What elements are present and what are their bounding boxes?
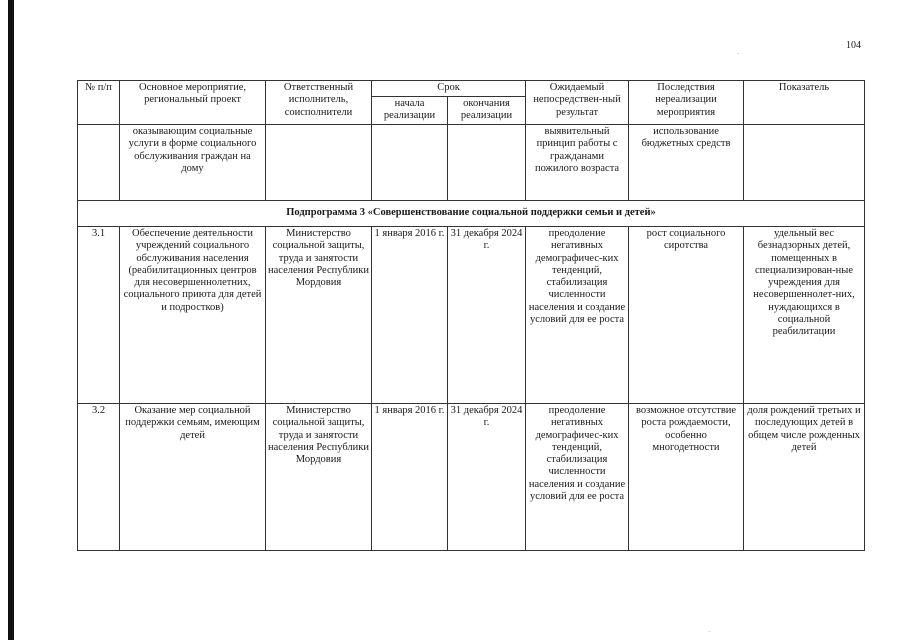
scan-dot: · (737, 50, 740, 58)
header-indicator: Показатель (744, 81, 865, 125)
cell-result: выявительный принцип работы с гражданами пожилого возраста (526, 125, 629, 201)
row-consequences: рост социального сиротства (629, 227, 744, 404)
cell-measure: оказывающим социальные услуги в форме социального обслуживания граждан на дому (120, 125, 266, 201)
subprogram-row (78, 201, 865, 227)
header-executor: Ответственный исполнитель, соисполнители (266, 81, 372, 125)
row-start: 1 января 2016 г. (372, 404, 448, 551)
header-num: № п/п (78, 81, 120, 125)
row-indicator: удельный вес безнадзорных детей, помещенных в специализирован-ные учреждения для несовершеннолет-них, нуждающихся в социальной реабилитации (744, 227, 865, 404)
cell-start (372, 125, 448, 201)
header-term-end: окончания реализации (448, 97, 526, 125)
header-result: Ожидаемый непосредствен-ный результат (526, 81, 629, 125)
cell-consequences: использование бюджетных средств (629, 125, 744, 201)
header-measure: Основное мероприятие, региональный проект (120, 81, 266, 125)
cell-end (448, 125, 526, 201)
scan-dot: · (708, 628, 711, 636)
header-consequences: Последствия нереализации мероприятия (629, 81, 744, 125)
page-number: 104 (846, 40, 861, 51)
row-consequences: возможное отсутствие роста рождаемости, особенно многодетности (629, 404, 744, 551)
row-end: 31 декабря 2024 г. (448, 404, 526, 551)
row-result: преодоление негативных демографичес-ких тенденций, стабилизация численности населения и создание условий для ее роста (526, 227, 629, 404)
row-num: 3.1 (78, 227, 120, 404)
cell-executor (266, 125, 372, 201)
row-measure: Обеспечение деятельности учреждений социального обслуживания населения (реабилитационных центров для несовершеннолетних, социального приюта для детей и подростков) (120, 227, 266, 404)
subprogram-title: Подпрограмма 3 «Совершенствование социальной поддержки семьи и детей» (78, 201, 865, 227)
table-row (78, 404, 865, 551)
left-margin-bar (8, 0, 14, 640)
header-term: Срок (372, 81, 526, 97)
row-executor: Министерство социальной защиты, труда и занятости населения Республики Мордовия (266, 404, 372, 551)
header-row (78, 81, 865, 97)
row-indicator: доля рождений третьих и последующих детей в общем числе рожденных детей (744, 404, 865, 551)
continuation-row (78, 125, 865, 201)
cell-indicator (744, 125, 865, 201)
measures-table (77, 80, 865, 551)
row-num: 3.2 (78, 404, 120, 551)
table-row (78, 227, 865, 404)
row-executor: Министерство социальной защиты, труда и занятости населения Республики Мордовия (266, 227, 372, 404)
header-term-start: начала реализации (372, 97, 448, 125)
row-measure: Оказание мер социальной поддержки семьям, имеющим детей (120, 404, 266, 551)
row-result: преодоление негативных демографичес-ких тенденций, стабилизация численности населения и создание условий для ее роста (526, 404, 629, 551)
row-start: 1 января 2016 г. (372, 227, 448, 404)
row-end: 31 декабря 2024 г. (448, 227, 526, 404)
cell-num (78, 125, 120, 201)
